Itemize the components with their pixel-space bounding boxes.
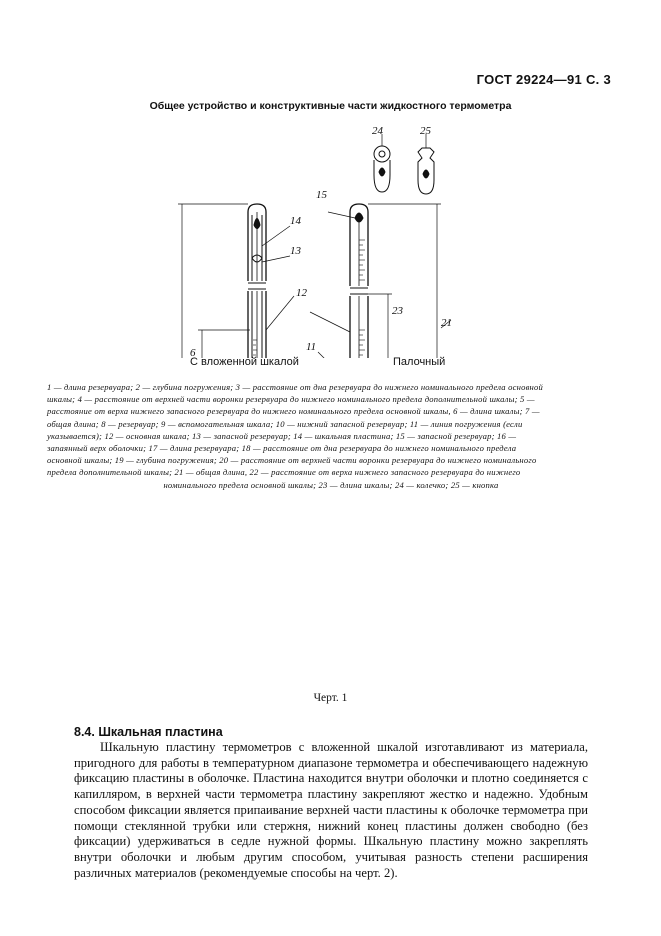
legend-line: шкалы; 4 — расстояние от верхней части воронки резервуара до нижнего номинального предела дополнительной шкалы; 5 — [47,394,535,405]
figure-title: Общее устройство и конструктивные части жидкостного термометра [149,100,512,112]
label-25: 25 [420,125,431,137]
caption-solid-stem: Палочный [393,356,446,368]
legend-line: расстояние от верха нижнего запасного резервуара до нижнего номинального предела основной шкалы, 6 — длина шкалы; 7 — [47,406,540,417]
legend-line: запаянный верх оболочки; 17 — длина резервуара; 18 — расстояние от дна резервуара до нижнего номинального предела [47,443,517,454]
solid-stem-thermometer [348,204,370,358]
caption-enclosed-scale: С вложенной шкалой [190,356,299,368]
legend-line: номинального предела основной шкалы; 23 — длина шкалы; 24 — колечко; 25 — кнопка [163,479,499,490]
label-13: 13 [290,245,301,257]
figure-legend [47,381,615,491]
enclosed-scale-thermometer [246,204,268,358]
label-21: 21 [441,317,452,329]
legend-line: основной шкалы; 19 — глубина погружения; 20 — расстояние от верхней части воронки резервуара до нижнего номинального [47,455,537,466]
figure-caption: Черт. 1 [313,692,348,704]
thermometer-drawing [0,118,661,378]
ring-and-button-details [374,146,434,194]
label-24: 24 [372,125,383,137]
legend-line: предела дополнительной шкалы; 21 — общая длина, 22 — расстояние от верха нижнего запасного резервуара до нижнего [47,467,521,478]
label-14: 14 [290,215,301,227]
label-6: 6 [190,347,196,358]
section-paragraph: Шкальную пластину термометров с вложенной шкалой изготавливают из материала, пригодного для работы в температурном диапазоне термометра и обеспечивающего надежную фиксацию пластины в оболочке. Пластина находится внутри оболочки и плотно соединяется с капилляром, в верхней части термометра пластину закрепляют жестко и надежно. Удобным способом фиксации является припаивание верхней части пластины к оболочке термометра при помощи стеклянной трубки или стержня, нижний конец пластины должен свободно (без фиксации) удерживаться в седле нужной формы. Шкальную пластину можно закреплять внутри оболочки и любым другим способом, учитывая разность степени расширения различных материалов (рекомендуемые способы на черт. 2). [74,740,588,880]
dimension-lines [178,134,451,358]
label-12: 12 [296,287,307,299]
page-header: ГОСТ 29224—91 С. 3 [476,72,611,87]
label-15: 15 [316,189,327,201]
legend-line: общая длина; 8 — резервуар; 9 — вспомогательная шкала; 10 — нижний запасной резервуар; 11 — линия погружения (если [47,418,523,429]
label-11: 11 [306,341,317,353]
section-title: 8.4. Шкальная пластина [74,725,223,739]
label-23: 23 [392,305,403,317]
legend-line: указывается); 12 — основная шкала; 13 — запасной резервуар; 14 — шкальная пластина; 15 — запасной резервуар; 16 — [47,430,517,441]
legend-line: 1 — длина резервуара; 2 — глубина погружения; 3 — расстояние от дна резервуара до нижнего номинального предела основной [47,382,544,392]
